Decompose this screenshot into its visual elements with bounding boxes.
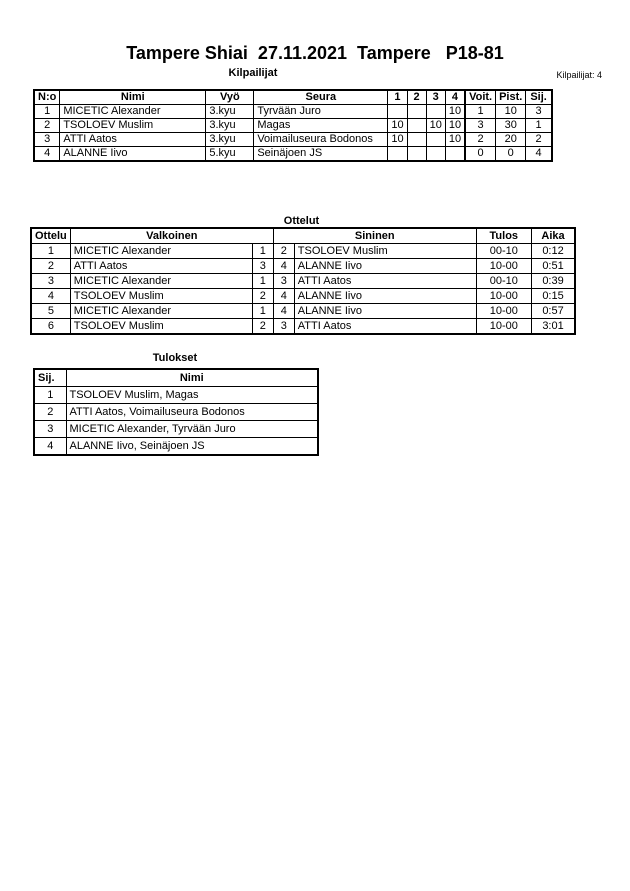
score-cell-4: 10 xyxy=(445,133,465,147)
competitor-name-cell: TSOLOEV Muslim xyxy=(60,119,206,133)
result-name-cell: MICETIC Alexander, Tyrvään Juro xyxy=(66,421,318,438)
result-cell: 00-10 xyxy=(476,274,531,289)
wins-cell: 0 xyxy=(465,147,496,162)
points-cell: 30 xyxy=(496,119,526,133)
col-header-1: 1 xyxy=(388,90,407,105)
time-cell: 0:39 xyxy=(531,274,575,289)
blue-name-cell: ALANNE Iivo xyxy=(294,259,476,274)
match-no-cell: 2 xyxy=(31,259,70,274)
page-title: Tampere Shiai 27.11.2021 Tampere P18-81 xyxy=(126,43,504,63)
match-no-cell: 3 xyxy=(31,274,70,289)
score-cell-2 xyxy=(407,133,426,147)
match-row xyxy=(31,289,575,304)
score-cell-3 xyxy=(426,105,445,119)
match-no-cell: 1 xyxy=(31,244,70,259)
result-place-cell: 2 xyxy=(34,404,66,421)
blue-name-cell: ATTI Aatos xyxy=(294,274,476,289)
place-cell: 4 xyxy=(526,147,552,162)
competitor-row xyxy=(34,133,552,147)
competitor-club-cell: Seinäjoen JS xyxy=(254,147,388,162)
blue-no-cell: 2 xyxy=(273,244,294,259)
result-place-cell: 4 xyxy=(34,438,66,456)
score-cell-1: 10 xyxy=(388,133,407,147)
competitors-table xyxy=(33,89,553,162)
blue-no-cell: 4 xyxy=(273,259,294,274)
white-no-cell: 3 xyxy=(252,259,273,274)
score-cell-2 xyxy=(407,147,426,162)
col-header-result: Tulos xyxy=(476,228,531,244)
competitor-no-cell: 4 xyxy=(34,147,60,162)
points-cell: 10 xyxy=(496,105,526,119)
blue-name-cell: ALANNE Iivo xyxy=(294,304,476,319)
matches-table xyxy=(30,227,576,335)
white-no-cell: 1 xyxy=(252,304,273,319)
matches-section-title: Ottelut xyxy=(283,215,320,227)
points-cell: 0 xyxy=(496,147,526,162)
white-no-cell: 2 xyxy=(252,289,273,304)
result-name-cell: ALANNE Iivo, Seinäjoen JS xyxy=(66,438,318,456)
match-no-cell: 5 xyxy=(31,304,70,319)
match-row xyxy=(31,319,575,335)
score-cell-4: 10 xyxy=(445,105,465,119)
time-cell: 0:51 xyxy=(531,259,575,274)
white-no-cell: 1 xyxy=(252,274,273,289)
match-no-cell: 6 xyxy=(31,319,70,335)
result-place-cell: 3 xyxy=(34,421,66,438)
score-cell-2 xyxy=(407,105,426,119)
score-cell-1 xyxy=(388,147,407,162)
time-cell: 0:12 xyxy=(531,244,575,259)
result-row xyxy=(34,404,318,421)
blue-name-cell: TSOLOEV Muslim xyxy=(294,244,476,259)
competitor-name-cell: ALANNE Iivo xyxy=(60,147,206,162)
score-cell-3 xyxy=(426,147,445,162)
points-cell: 20 xyxy=(496,133,526,147)
result-cell: 00-10 xyxy=(476,244,531,259)
match-row xyxy=(31,304,575,319)
blue-no-cell: 3 xyxy=(273,319,294,335)
white-name-cell: MICETIC Alexander xyxy=(70,304,252,319)
competitor-row xyxy=(34,119,552,133)
place-cell: 2 xyxy=(526,133,552,147)
wins-cell: 1 xyxy=(465,105,496,119)
score-cell-1 xyxy=(388,105,407,119)
score-cell-4: 10 xyxy=(445,119,465,133)
competitor-club-cell: Magas xyxy=(254,119,388,133)
matches-header-row xyxy=(31,228,575,244)
competitor-no-cell: 3 xyxy=(34,133,60,147)
col-header-name: Nimi xyxy=(66,369,318,387)
time-cell: 0:57 xyxy=(531,304,575,319)
white-no-cell: 1 xyxy=(252,244,273,259)
result-row xyxy=(34,438,318,456)
place-cell: 1 xyxy=(526,119,552,133)
col-header-2: 2 xyxy=(407,90,426,105)
competitor-club-cell: Voimailuseura Bodonos xyxy=(254,133,388,147)
results-table xyxy=(33,368,319,456)
score-cell-1: 10 xyxy=(388,119,407,133)
competitor-no-cell: 2 xyxy=(34,119,60,133)
result-row xyxy=(34,387,318,404)
col-header-3: 3 xyxy=(426,90,445,105)
result-cell: 10-00 xyxy=(476,259,531,274)
result-row xyxy=(34,421,318,438)
result-cell: 10-00 xyxy=(476,289,531,304)
col-header-white: Valkoinen xyxy=(70,228,273,244)
competitor-belt-cell: 5.kyu xyxy=(206,147,254,162)
result-place-cell: 1 xyxy=(34,387,66,404)
col-header-name: Nimi xyxy=(60,90,206,105)
col-header-no: N:o xyxy=(34,90,60,105)
white-no-cell: 2 xyxy=(252,319,273,335)
place-cell: 3 xyxy=(526,105,552,119)
col-header-place: Sij. xyxy=(34,369,66,387)
competitor-no-cell: 1 xyxy=(34,105,60,119)
competitor-row xyxy=(34,105,552,119)
col-header-4: 4 xyxy=(445,90,465,105)
col-header-time: Aika xyxy=(531,228,575,244)
match-row xyxy=(31,244,575,259)
white-name-cell: MICETIC Alexander xyxy=(70,244,252,259)
col-header-points: Pist. xyxy=(496,90,526,105)
white-name-cell: TSOLOEV Muslim xyxy=(70,319,252,335)
time-cell: 3:01 xyxy=(531,319,575,335)
competitors-header-row xyxy=(34,90,552,105)
blue-no-cell: 3 xyxy=(273,274,294,289)
match-no-cell: 4 xyxy=(31,289,70,304)
col-header-club: Seura xyxy=(254,90,388,105)
blue-name-cell: ATTI Aatos xyxy=(294,319,476,335)
col-header-match: Ottelu xyxy=(31,228,70,244)
match-row xyxy=(31,259,575,274)
result-name-cell: ATTI Aatos, Voimailuseura Bodonos xyxy=(66,404,318,421)
results-header-row xyxy=(34,369,318,387)
time-cell: 0:15 xyxy=(531,289,575,304)
result-cell: 10-00 xyxy=(476,304,531,319)
blue-no-cell: 4 xyxy=(273,304,294,319)
col-header-wins: Voit. xyxy=(465,90,496,105)
wins-cell: 2 xyxy=(465,133,496,147)
white-name-cell: ATTI Aatos xyxy=(70,259,252,274)
competitors-count-label: Kilpailijat: 4 xyxy=(556,70,602,80)
col-header-place: Sij. xyxy=(526,90,552,105)
competitor-name-cell: ATTI Aatos xyxy=(60,133,206,147)
competitors-section-title: Kilpailijat xyxy=(228,67,278,79)
blue-name-cell: ALANNE Iivo xyxy=(294,289,476,304)
col-header-blue: Sininen xyxy=(273,228,476,244)
results-section-title: Tulokset xyxy=(152,352,198,364)
wins-cell: 3 xyxy=(465,119,496,133)
competitor-club-cell: Tyrvään Juro xyxy=(254,105,388,119)
result-cell: 10-00 xyxy=(476,319,531,335)
competitor-name-cell: MICETIC Alexander xyxy=(60,105,206,119)
competitor-row xyxy=(34,147,552,162)
col-header-belt: Vyö xyxy=(206,90,254,105)
score-cell-4 xyxy=(445,147,465,162)
white-name-cell: TSOLOEV Muslim xyxy=(70,289,252,304)
competitor-belt-cell: 3.kyu xyxy=(206,119,254,133)
score-cell-3 xyxy=(426,133,445,147)
competitor-belt-cell: 3.kyu xyxy=(206,133,254,147)
score-cell-2 xyxy=(407,119,426,133)
result-name-cell: TSOLOEV Muslim, Magas xyxy=(66,387,318,404)
match-row xyxy=(31,274,575,289)
blue-no-cell: 4 xyxy=(273,289,294,304)
competitor-belt-cell: 3.kyu xyxy=(206,105,254,119)
score-cell-3: 10 xyxy=(426,119,445,133)
white-name-cell: MICETIC Alexander xyxy=(70,274,252,289)
